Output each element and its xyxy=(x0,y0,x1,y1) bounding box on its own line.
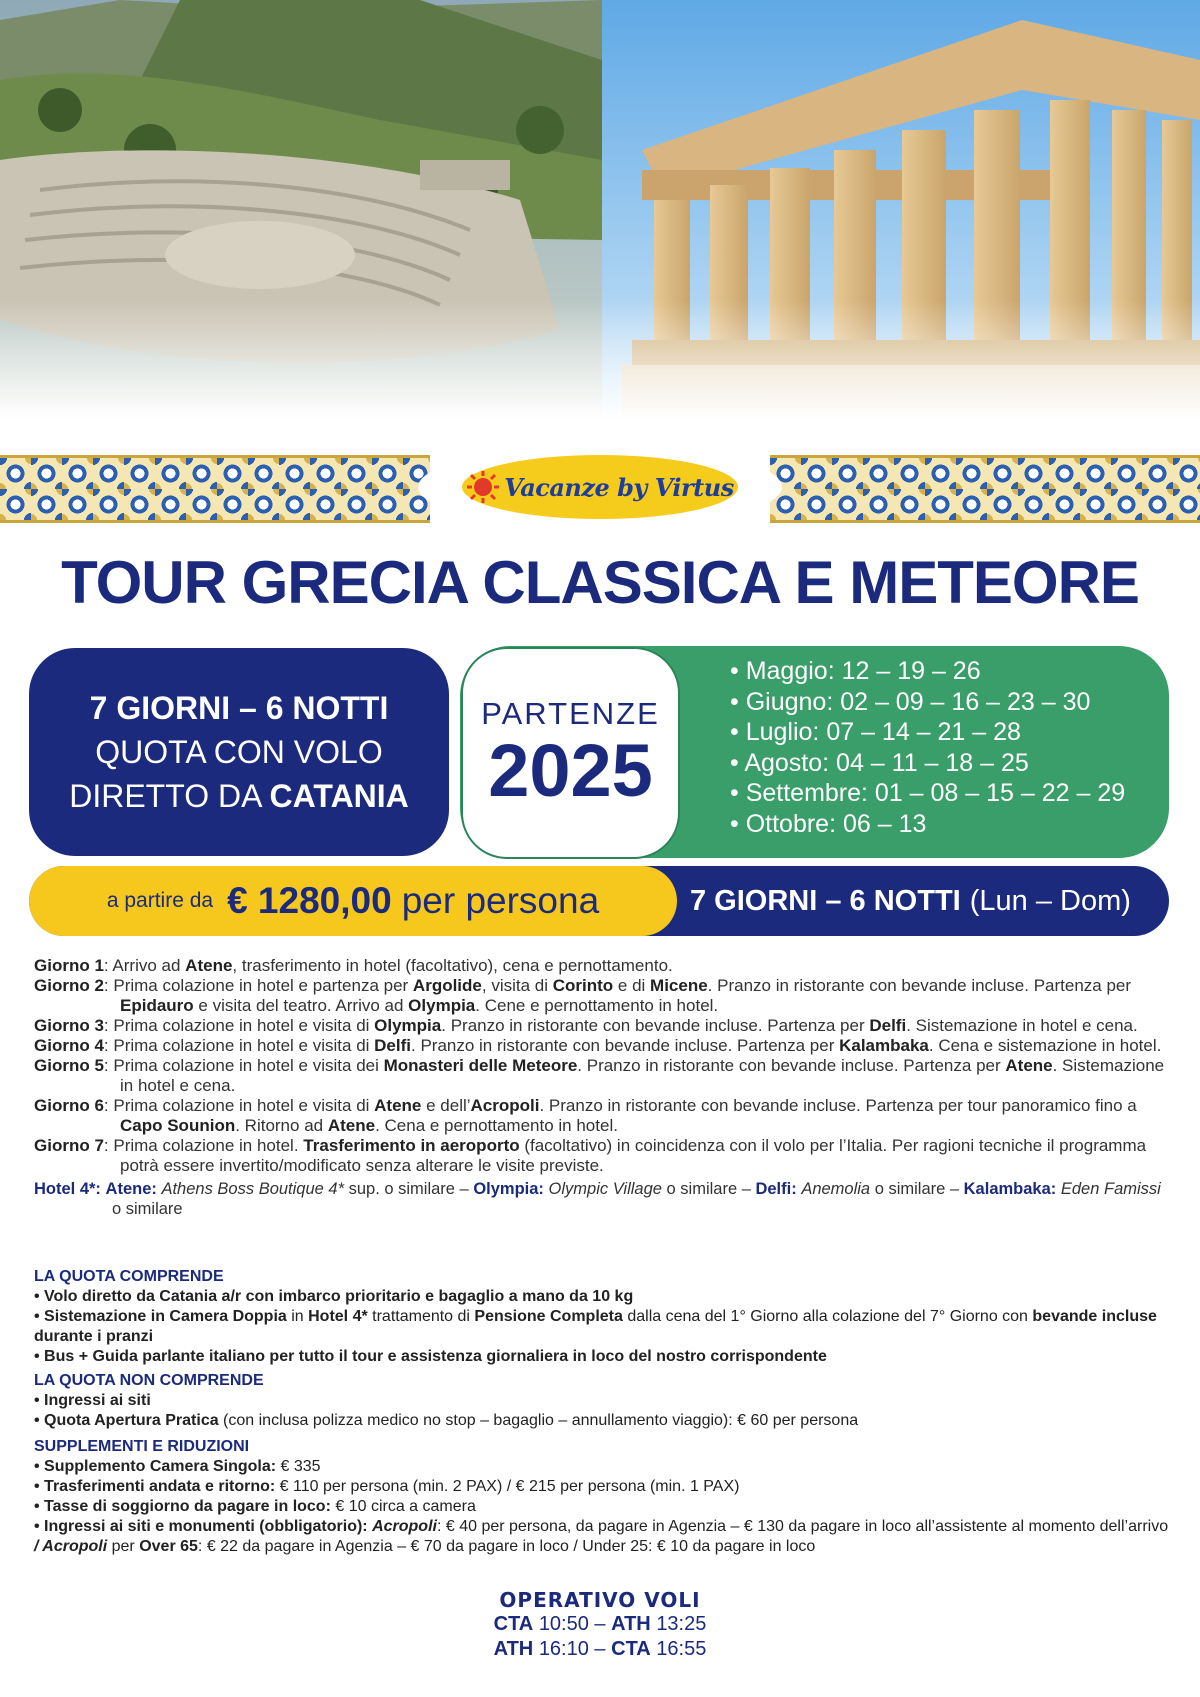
emphasis-text: Delfi xyxy=(374,1036,411,1055)
emphasis-text: Anemolia xyxy=(801,1180,871,1198)
flight-to: ATH xyxy=(611,1613,651,1635)
emphasis-text: Trasferimento in aeroporto xyxy=(303,1136,520,1155)
emphasis-text: Kalambaka xyxy=(839,1036,929,1055)
emphasis-text: • Sistemazione in Camera Doppia xyxy=(34,1308,287,1325)
comprende-section xyxy=(34,1267,1174,1367)
hotel-label: Hotel 4*: xyxy=(34,1180,101,1198)
price-duration xyxy=(690,866,1160,936)
itinerary xyxy=(34,956,1174,1219)
price-suffix: per persona xyxy=(401,880,600,921)
flight-dep: 16:10 xyxy=(538,1638,589,1660)
itinerary-day: Giorno 2: Prima colazione in hotel e partenza per Argolide, visita di Corinto e di Micene. Pranzo in ristorante con bevande incluse. Partenza per Epidauro e visita del teatro. Arrivo ad Olympia. Cene e pernottamento in hotel. xyxy=(34,976,1132,1015)
non-comprende-section xyxy=(34,1371,1174,1431)
hero-photos xyxy=(0,0,1200,450)
emphasis-text: • Tasse di soggiorno da pagare in loco: xyxy=(34,1498,331,1515)
emphasis-text: Over 65 xyxy=(139,1538,198,1555)
emphasis-text: Olympia xyxy=(374,1016,442,1035)
page-title: TOUR GRECIA CLASSICA E METEORE xyxy=(61,549,1139,616)
tile-band-right xyxy=(770,455,1200,523)
emphasis-text: • Ingressi ai siti e monumenti (obbligatorio): xyxy=(34,1518,373,1535)
price-amount: € 1280,00 xyxy=(227,880,392,921)
emphasis-text: Acropoli xyxy=(470,1096,540,1115)
price-pill xyxy=(29,866,677,936)
itinerary-day: Giorno 1: Arrivo ad Atene, trasferimento in hotel (facoltativo), cena e pernottamento. xyxy=(34,956,673,975)
partenze-badge xyxy=(461,647,680,859)
emphasis-text: Kalambaka: xyxy=(963,1180,1057,1198)
list-item: • Trasferimenti andata e ritorno: € 110 per persona (min. 2 PAX) / € 215 per persona (min. 1 PAX) xyxy=(34,1478,740,1495)
flight-sep: – xyxy=(588,1613,612,1635)
flight-dep: 10:50 xyxy=(538,1613,589,1635)
emphasis-text: / Acropoli xyxy=(34,1538,108,1555)
emphasis-text: Acropoli xyxy=(372,1518,437,1535)
emphasis-text: Epidauro xyxy=(120,996,194,1015)
emphasis-text: Argolide xyxy=(412,976,482,995)
duration-box xyxy=(29,648,449,856)
emphasis-text: • Supplemento Camera Singola: xyxy=(34,1458,277,1475)
supplementi-title: SUPPLEMENTI E RIDUZIONI xyxy=(34,1438,250,1455)
comprende-title: LA QUOTA COMPRENDE xyxy=(34,1268,224,1285)
supplementi-list xyxy=(34,1457,1174,1557)
emphasis-text: • Ingressi ai siti xyxy=(34,1392,151,1409)
list-item: • Supplemento Camera Singola: € 335 xyxy=(34,1458,321,1475)
emphasis-text: Capo Sounion xyxy=(120,1116,236,1135)
emphasis-text: Atene xyxy=(1005,1056,1053,1075)
itinerary-day: Giorno 7: Prima colazione in hotel. Trasferimento in aeroporto (facoltativo) in coincidenza con il volo per l’Italia. Per ragioni tecniche il programma potrà essere invertito/modificato senza alterare le visite previste. xyxy=(34,1136,1147,1175)
emphasis-text: • Trasferimenti andata e ritorno: xyxy=(34,1478,276,1495)
departure-date: • Agosto: 04 – 11 – 18 – 25 xyxy=(730,748,1029,777)
day-label: Giorno 3 xyxy=(34,1016,104,1035)
flight-arr: 16:55 xyxy=(656,1638,707,1660)
logo-badge xyxy=(462,455,738,519)
partenze-label: PARTENZE xyxy=(481,696,660,731)
list-item: • Ingressi ai siti e monumenti (obbligatorio): Acropoli: € 40 per persona, da pagare in Agenzia – € 130 da pagare in loco all’assistente al momento dell’arrivo / Acropoli per Over 65: € 22 da pagare in Agenzia – € 70 da pagare in loco / Under 25: € 10 da pagare in loco xyxy=(34,1518,1169,1555)
emphasis-text: Athens Boss Boutique 4* xyxy=(161,1180,345,1198)
itinerary-day: Giorno 6: Prima colazione in hotel e visita di Atene e dell’Acropoli. Pranzo in ristorante con bevande incluse. Partenza per tour panoramico fino a Capo Sounion. Ritorno ad Atene. Cena e pernottamento in hotel. xyxy=(34,1096,1137,1135)
emphasis-text: Olympia: xyxy=(473,1180,544,1198)
emphasis-text: Pensione Completa xyxy=(474,1308,623,1325)
non-comprende-list xyxy=(34,1391,1174,1431)
emphasis-text: Delfi: xyxy=(755,1180,797,1198)
tile-band-left xyxy=(0,455,430,523)
emphasis-text: • Volo diretto da Catania a/r con imbarco prioritario e bagaglio a mano da 10 kg xyxy=(34,1288,634,1305)
comprende-list xyxy=(34,1287,1174,1367)
list-item xyxy=(34,1391,1174,1411)
emphasis-text: Olympic Village xyxy=(548,1180,662,1198)
itinerary-day: Giorno 3: Prima colazione in hotel e visita di Olympia. Pranzo in ristorante con bevande incluse. Partenza per Delfi. Sistemazione in hotel e cena. xyxy=(34,1016,1138,1035)
non-comprende-title: LA QUOTA NON COMPRENDE xyxy=(34,1372,264,1389)
emphasis-text: Olympia xyxy=(408,996,476,1015)
departure-date: • Ottobre: 06 – 13 xyxy=(730,809,927,838)
emphasis-text: Atene: xyxy=(105,1180,157,1198)
flight-from: CTA xyxy=(493,1613,534,1635)
flight-arr: 13:25 xyxy=(656,1613,707,1635)
emphasis-text: Monasteri delle Meteore xyxy=(383,1056,578,1075)
duration-line3-prefix: DIRETTO DA xyxy=(69,778,270,814)
hero-fade xyxy=(0,300,1200,450)
itinerary-days xyxy=(34,956,1174,1176)
flight-row xyxy=(0,1637,1200,1662)
list-item xyxy=(34,1287,1174,1307)
emphasis-text: Eden Famissi xyxy=(1060,1180,1161,1198)
emphasis-text: • Quota Apertura Pratica xyxy=(34,1412,219,1429)
hotel-line xyxy=(34,1179,1174,1219)
day-label: Giorno 7 xyxy=(34,1136,104,1155)
day-label: Giorno 5 xyxy=(34,1056,104,1075)
price-days: (Lun – Dom) xyxy=(969,884,1131,917)
flight-sep: – xyxy=(588,1638,612,1660)
day-label: Giorno 6 xyxy=(34,1096,104,1115)
emphasis-text: Atene xyxy=(327,1116,376,1135)
list-item: • Quota Apertura Pratica (con inclusa polizza medico no stop – bagaglio – annullamento viaggio): € 60 per persona xyxy=(34,1412,859,1429)
price-duration-label: 7 GIORNI – 6 NOTTI xyxy=(690,884,961,917)
emphasis-text: Atene xyxy=(374,1096,422,1115)
emphasis-text: bevande incluse durante i pranzi xyxy=(34,1308,1157,1345)
duration-line1: 7 GIORNI – 6 NOTTI xyxy=(89,690,389,726)
emphasis-text: Atene xyxy=(185,956,233,975)
departure-date: • Luglio: 07 – 14 – 21 – 28 xyxy=(730,718,1021,746)
duration-city: CATANIA xyxy=(269,778,409,814)
departure-date: • Giugno: 02 – 09 – 16 – 23 – 30 xyxy=(730,687,1091,716)
hotel-details: Atene: Athens Boss Boutique 4* sup. o similare – Olympia: Olympic Village o similare – Delfi: Anemolia o similare – Kalambaka: Eden Famissi o similare xyxy=(105,1180,1161,1218)
supplementi-section xyxy=(34,1437,1174,1557)
price-prefix: a partire da xyxy=(106,889,214,912)
flights-title: OPERATIVO VOLI xyxy=(499,1588,701,1612)
vacanze-by-virtus-logo xyxy=(418,446,782,528)
day-label: Giorno 4 xyxy=(34,1036,104,1055)
list-item: • Sistemazione in Camera Doppia in Hotel 4* trattamento di Pensione Completa dalla cena del 1° Giorno alla colazione del 7° Giorno con bevande incluse durante i pranzi xyxy=(34,1308,1157,1345)
departure-dates xyxy=(730,656,1125,839)
day-label: Giorno 1 xyxy=(34,956,104,975)
partenze-year: 2025 xyxy=(488,729,653,812)
sun-icon xyxy=(466,470,500,504)
flight-to: CTA xyxy=(611,1638,651,1660)
logo-text: Vacanze by Virtus xyxy=(504,472,734,502)
emphasis-text: Delfi xyxy=(869,1016,907,1035)
emphasis-text: Corinto xyxy=(552,976,614,995)
emphasis-text: Hotel 4* xyxy=(308,1308,368,1325)
flights-section xyxy=(0,1588,1200,1662)
list-item: • Tasse di soggiorno da pagare in loco: € 10 circa a camera xyxy=(34,1498,476,1515)
departure-date: • Maggio: 12 – 19 – 26 xyxy=(730,657,981,685)
emphasis-text: Micene xyxy=(650,976,708,995)
itinerary-day: Giorno 4: Prima colazione in hotel e visita di Delfi. Pranzo in ristorante con bevande incluse. Partenza per Kalambaka. Cena e sistemazione in hotel. xyxy=(34,1036,1162,1055)
flight-from: ATH xyxy=(493,1638,534,1660)
itinerary-day: Giorno 5: Prima colazione in hotel e visita dei Monasteri delle Meteore. Pranzo in ristorante con bevande incluse. Partenza per Atene. Sistemazione in hotel e cena. xyxy=(34,1056,1165,1095)
emphasis-text: • Bus + Guida parlante italiano per tutto il tour e assistenza giornaliera in loco del nostro corrispondente xyxy=(34,1348,827,1365)
duration-line2: QUOTA CON VOLO xyxy=(95,734,383,770)
flight-row xyxy=(0,1612,1200,1637)
day-label: Giorno 2 xyxy=(34,976,104,995)
departure-date: • Settembre: 01 – 08 – 15 – 22 – 29 xyxy=(730,779,1126,807)
list-item xyxy=(34,1347,1174,1367)
